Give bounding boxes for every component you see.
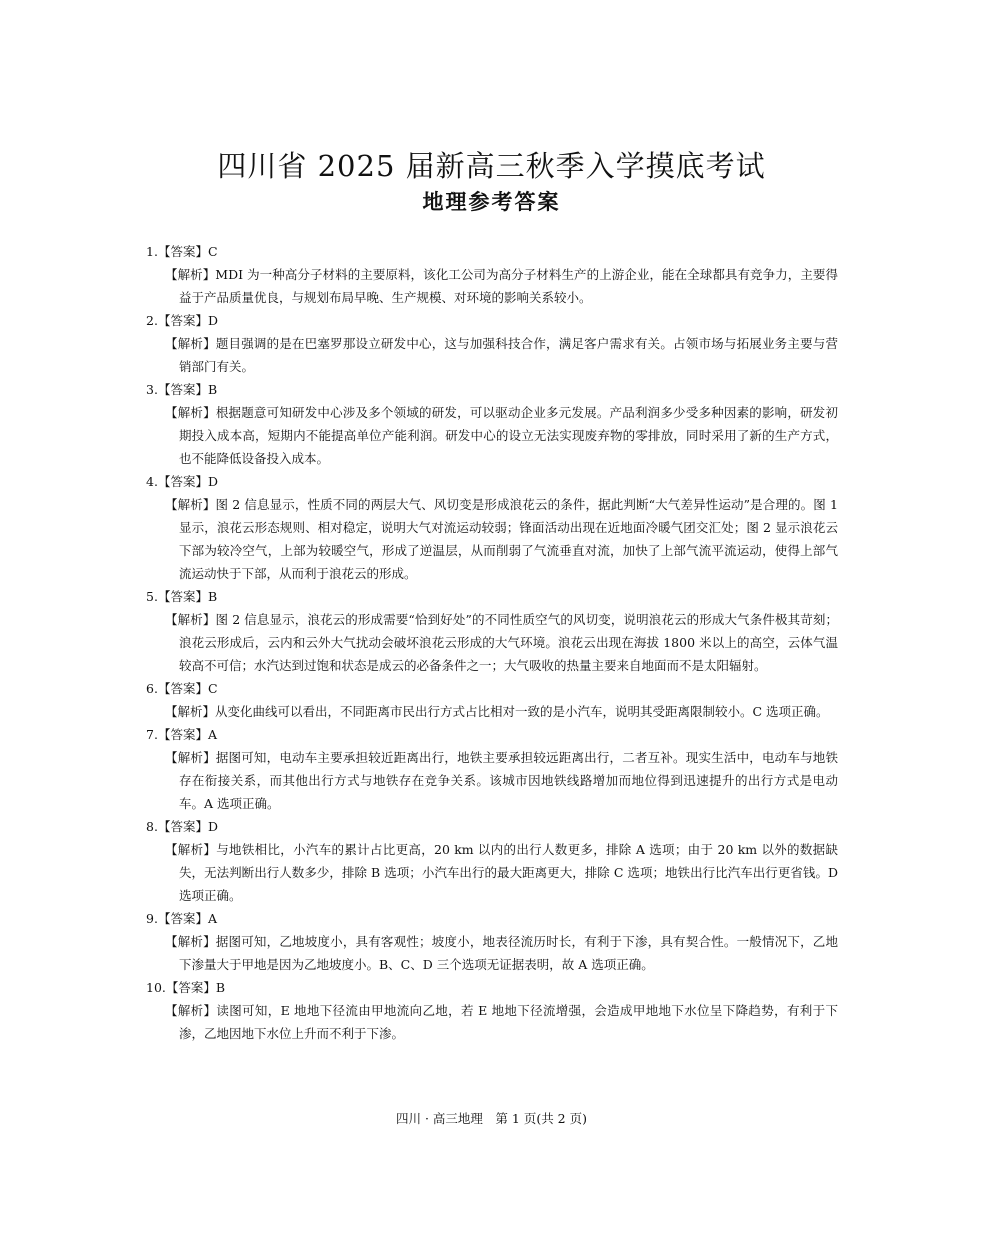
explanation-body: 图 2 信息显示，浪花云的形成需要“恰到好处”的不同性质空气的风切变，说明浪花云的形成大气条件极其苛刻；浪花云形成后，云内和云外大气扰动会破坏浪花云形成的大气环境。浪花云出现在海拔 1800 米以上的高空，云体气温较高不可信；水汽达到过饱和状态是成云的必备条件之一；大气吸收的热量主要来自地面而不是太阳辐射。	[179, 612, 838, 673]
explanation-body: 与地铁相比，小汽车的累计占比更高，20 km 以内的出行人数更多，排除 A 选项；由于 20 km 以外的数据缺失，无法判断出行人数多少，排除 B 选项；小汽车出行的最大距离更大，排除 C 选项；地铁出行比汽车出行更省钱。D 选项正确。	[179, 842, 838, 903]
answer-line	[146, 976, 838, 999]
explanation-text	[146, 746, 838, 815]
explanation-text	[146, 999, 838, 1045]
explanation-body: 据图可知，乙地坡度小，具有客观性；坡度小，地表径流历时长，有利于下渗，具有契合性。一般情况下，乙地下渗量大于甲地是因为乙地坡度小。B、C、D 三个选项无证据表明，故 A 选项正确。	[179, 934, 838, 972]
explanation-body: 根据题意可知研发中心涉及多个领域的研发，可以驱动企业多元发展。产品利润多少受多种因素的影响，研发初期投入成本高，短期内不能提高单位产能利润。研发中心的设立无法实现废弃物的零排放，同时采用了新的生产方式，也不能降低设备投入成本。	[179, 405, 838, 466]
question-item	[146, 723, 838, 815]
question-number: 4.	[146, 474, 158, 489]
explanation-text	[146, 401, 838, 470]
question-number: 3.	[146, 382, 158, 397]
explanation-text	[146, 700, 838, 723]
answer-value: C	[207, 244, 218, 259]
explanation-tag: 【解析】	[165, 750, 216, 765]
question-number: 1.	[146, 244, 158, 259]
explanation-text	[146, 838, 838, 907]
question-number: 5.	[146, 589, 158, 604]
answer-value: B	[215, 980, 226, 995]
page-subtitle: 地理参考答案	[422, 190, 561, 214]
answer-line	[146, 815, 838, 838]
explanation-tag: 【解析】	[165, 934, 216, 949]
question-item	[146, 677, 838, 723]
explanation-body: 图 2 信息显示，性质不同的两层大气、风切变是形成浪花云的条件，据此判断“大气差异性运动”是合理的。图 1 显示，浪花云形态规则、相对稳定，说明大气对流运动较弱；锋面活动出现在近地面冷暖气团交汇处；图 2 显示浪花云下部为较冷空气，上部为较暖空气，形成了逆温层，从而削弱了气流垂直对流，加快了上部气流平流运动，使得上部气流运动快于下部，从而利于浪花云的形成。	[179, 497, 838, 581]
answer-tag: 【答案】	[157, 681, 208, 696]
question-number: 6.	[146, 681, 158, 696]
answer-value: A	[207, 727, 217, 742]
answer-line	[146, 677, 838, 700]
answer-line	[146, 585, 838, 608]
answer-tag: 【答案】	[157, 244, 208, 259]
explanation-tag: 【解析】	[165, 704, 216, 719]
answer-value: D	[207, 819, 218, 834]
answer-tag: 【答案】	[157, 819, 208, 834]
explanation-tag: 【解析】	[165, 1003, 217, 1018]
explanation-tag: 【解析】	[165, 497, 216, 512]
explanation-text	[146, 332, 838, 378]
answer-value: D	[207, 313, 218, 328]
explanation-body: 读图可知，E 地地下径流由甲地流向乙地，若 E 地地下径流增强，会造成甲地地下水位呈下降趋势，有利于下渗，乙地因地下水位上升而不利于下渗。	[179, 1003, 838, 1041]
explanation-tag: 【解析】	[165, 267, 216, 282]
answer-tag: 【答案】	[165, 980, 216, 995]
answer-tag: 【答案】	[157, 911, 208, 926]
answer-line	[146, 378, 838, 401]
page-title: 四川省 2025 届新高三秋季入学摸底考试	[217, 149, 766, 183]
question-item	[146, 240, 838, 309]
answer-line	[146, 723, 838, 746]
question-item	[146, 585, 838, 677]
explanation-body: MDI 为一种高分子材料的主要原料，该化工公司为高分子材料生产的上游企业，能在全球都具有竞争力，主要得益于产品质量优良，与规划布局早晚、生产规模、对环境的影响关系较小。	[179, 267, 838, 305]
question-number: 8.	[146, 819, 158, 834]
answer-line	[146, 309, 838, 332]
explanation-tag: 【解析】	[165, 336, 216, 351]
explanation-text	[146, 608, 838, 677]
answer-line	[146, 240, 838, 263]
question-item	[146, 309, 838, 378]
question-number: 7.	[146, 727, 158, 742]
answer-value: B	[207, 589, 218, 604]
page-footer: 四川 · 高三地理 第 1 页(共 2 页)	[396, 1111, 587, 1126]
answer-value: D	[207, 474, 218, 489]
explanation-text	[146, 930, 838, 976]
question-item	[146, 470, 838, 585]
answer-tag: 【答案】	[157, 382, 208, 397]
explanation-body: 据图可知，电动车主要承担较近距离出行，地铁主要承担较远距离出行，二者互补。现实生活中，电动车与地铁存在衔接关系，而其他出行方式与地铁存在竞争关系。该城市因地铁线路增加而地位得到迅速提升的出行方式是电动车。A 选项正确。	[179, 750, 838, 811]
explanation-body: 题目强调的是在巴塞罗那设立研发中心，这与加强科技合作，满足客户需求有关。占领市场与拓展业务主要与营销部门有关。	[179, 336, 838, 374]
explanation-text	[146, 493, 838, 585]
answer-tag: 【答案】	[157, 727, 208, 742]
question-item	[146, 976, 838, 1045]
answer-line	[146, 907, 838, 930]
answer-tag: 【答案】	[157, 589, 208, 604]
explanation-body: 从变化曲线可以看出，不同距离市民出行方式占比相对一致的是小汽车，说明其受距离限制较小。C 选项正确。	[215, 704, 829, 719]
explanation-tag: 【解析】	[165, 405, 216, 420]
answer-value: A	[207, 911, 217, 926]
answer-value: C	[207, 681, 218, 696]
answer-line	[146, 470, 838, 493]
explanation-text	[146, 263, 838, 309]
answer-tag: 【答案】	[157, 474, 208, 489]
answer-value: B	[207, 382, 218, 397]
answer-tag: 【答案】	[157, 313, 208, 328]
question-list	[146, 240, 838, 1045]
explanation-tag: 【解析】	[165, 842, 217, 857]
question-number: 9.	[146, 911, 158, 926]
question-number: 2.	[146, 313, 158, 328]
question-item	[146, 815, 838, 907]
question-item	[146, 378, 838, 470]
question-number: 10.	[146, 980, 166, 995]
explanation-tag: 【解析】	[165, 612, 216, 627]
question-item	[146, 907, 838, 976]
